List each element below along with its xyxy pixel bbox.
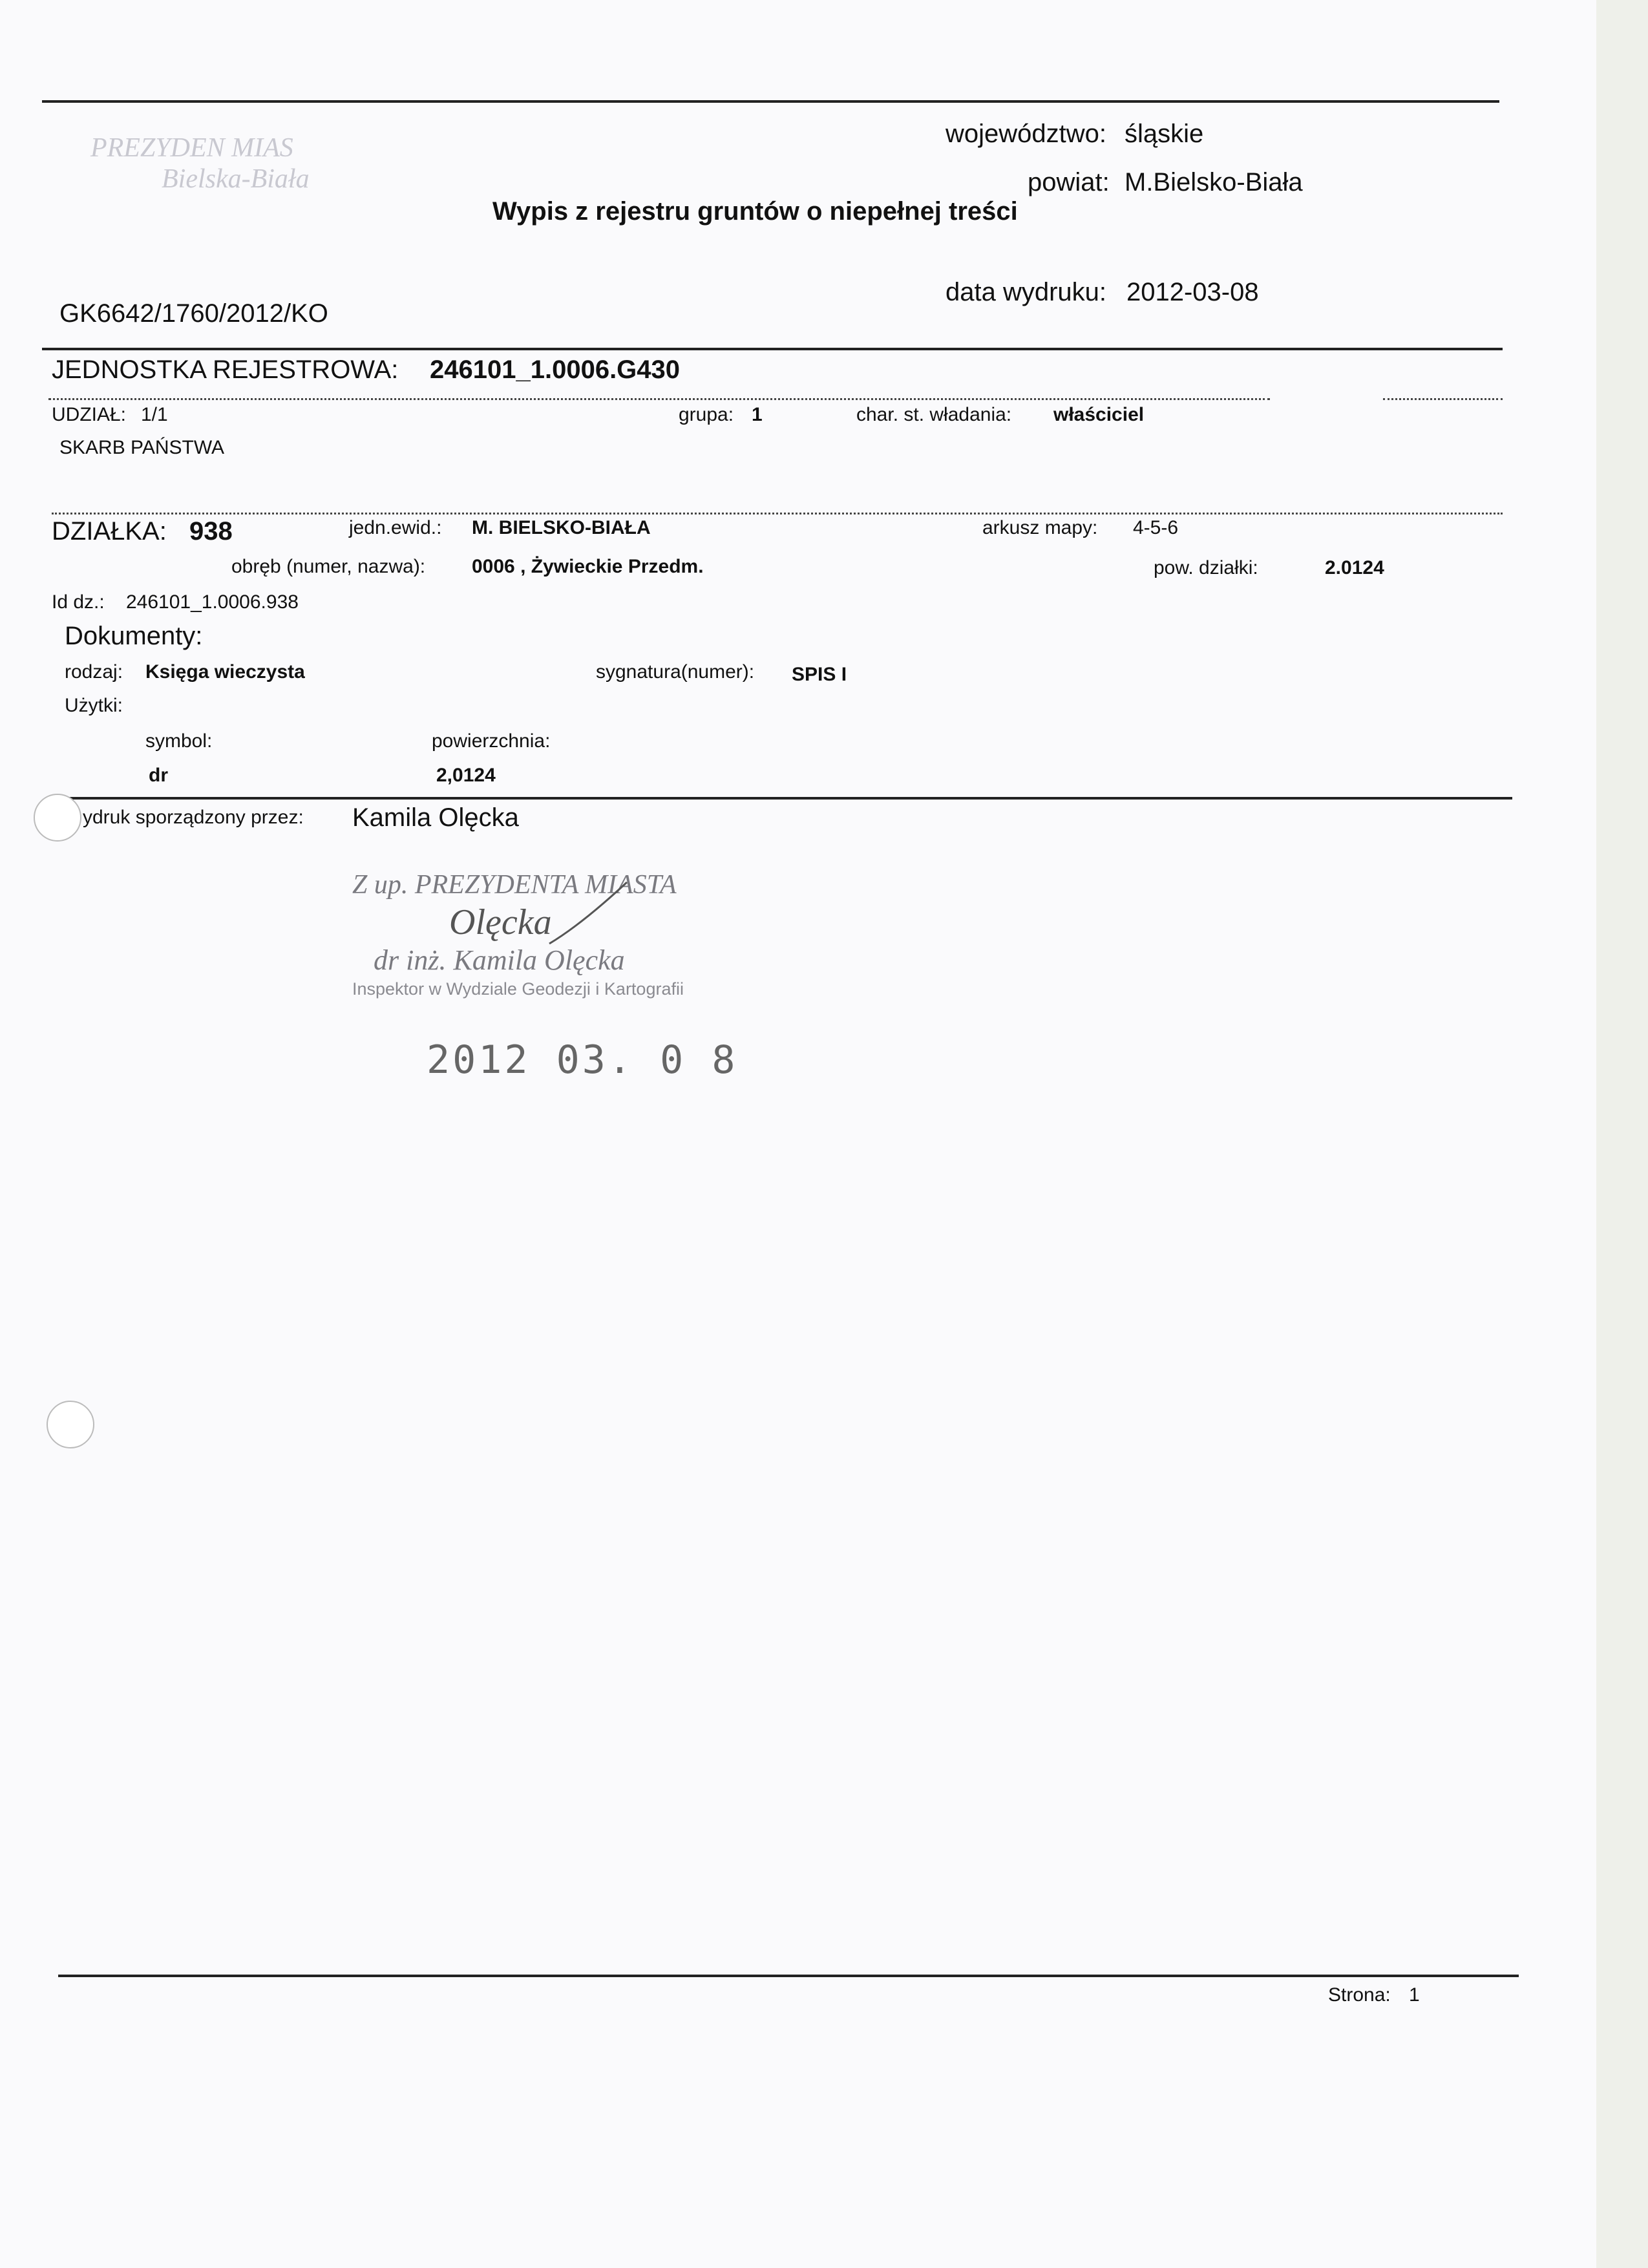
voivodeship-label: województwo:: [945, 120, 1107, 148]
map-sheet-value: 4-5-6: [1133, 517, 1179, 538]
document-type-value: Księga wieczysta: [145, 661, 305, 683]
parcel-value: 938: [189, 517, 233, 546]
print-date-value: 2012-03-08: [1126, 278, 1259, 306]
scan-edge: [1596, 0, 1648, 2268]
parcel-id-label: Id dz.:: [52, 591, 105, 613]
unit-dotted-rule: [48, 398, 1270, 400]
page-label: Strona:: [1328, 1984, 1391, 2006]
parcel-label: DZIAŁKA:: [52, 517, 167, 546]
unit-label: JEDNOSTKA REJESTROWA:: [52, 355, 399, 384]
unit-value: 246101_1.0006.G430: [430, 355, 681, 384]
header-rule: [42, 348, 1503, 350]
page-number: 1: [1409, 1984, 1420, 2006]
document-number: GK6642/1760/2012/KO: [59, 299, 328, 328]
precinct-label: obręb (numer, nazwa):: [231, 556, 426, 577]
share-label: UDZIAŁ:: [52, 404, 127, 425]
signature-label: sygnatura(numer):: [596, 661, 755, 683]
parcel-dotted-rule: [52, 513, 1503, 514]
punch-hole-upper: [34, 794, 81, 842]
prepared-by-label: ydruk sporządzony przez:: [83, 807, 304, 828]
authorization-stamp-line3: Inspektor w Wydziale Geodezji i Kartografii: [352, 979, 684, 999]
parcel-unit-label: jedn.ewid.:: [349, 517, 442, 538]
unit-dotted-rule-right: [1383, 398, 1503, 400]
land-use-symbol-header: symbol:: [145, 730, 213, 752]
date-stamp: 2012 03. 0 8: [427, 1037, 738, 1083]
group-label: grupa:: [679, 404, 734, 425]
ownership-label: char. st. władania:: [856, 404, 1012, 425]
punch-hole-lower: [47, 1401, 94, 1448]
faint-stamp: [90, 132, 310, 195]
land-use-heading: Użytki:: [65, 695, 123, 716]
owner-name: SKARB PAŃSTWA: [59, 437, 225, 458]
document-type-label: rodzaj:: [65, 661, 123, 683]
print-date-label: data wydruku:: [945, 278, 1107, 306]
map-sheet-label: arkusz mapy:: [982, 517, 1098, 538]
footer-rule: [58, 1975, 1519, 1977]
top-rule: [42, 100, 1499, 103]
precinct-value: 0006 , Żywieckie Przedm.: [472, 556, 704, 577]
ownership-value: właściciel: [1053, 404, 1145, 425]
land-use-area-header: powierzchnia:: [432, 730, 551, 752]
prepared-by-value: Kamila Olęcka: [352, 803, 519, 832]
signature-stroke: [543, 879, 633, 950]
parcel-area-value: 2.0124: [1325, 557, 1384, 578]
authorization-stamp-line2: dr inż. Kamila Olęcka: [374, 944, 625, 976]
land-use-area-value: 2,0124: [436, 765, 496, 786]
parcel-area-label: pow. działki:: [1154, 557, 1258, 578]
authorization-stamp-line1: Z up. PREZYDENTA MIASTA: [352, 870, 677, 900]
documents-heading: Dokumenty:: [65, 622, 203, 650]
bottom-section-rule: [52, 797, 1512, 800]
county-value: M.Bielsko-Biała: [1125, 168, 1303, 196]
handwritten-signature: Olęcka: [449, 902, 552, 942]
faint-stamp-line2: Bielska-Biała: [162, 164, 310, 194]
voivodeship-value: śląskie: [1125, 120, 1204, 148]
signature-value: SPIS I: [792, 664, 847, 685]
group-value: 1: [752, 404, 763, 425]
parcel-unit-value: M. BIELSKO-BIAŁA: [472, 517, 651, 538]
document-title: Wypis z rejestru gruntów o niepełnej treści: [492, 197, 1018, 226]
share-value: 1/1: [141, 404, 168, 425]
county-label: powiat:: [1028, 168, 1110, 196]
parcel-id-value: 246101_1.0006.938: [126, 591, 299, 613]
faint-stamp-line1: PREZYDEN MIAS: [90, 133, 293, 163]
land-use-symbol-value: dr: [149, 765, 168, 786]
